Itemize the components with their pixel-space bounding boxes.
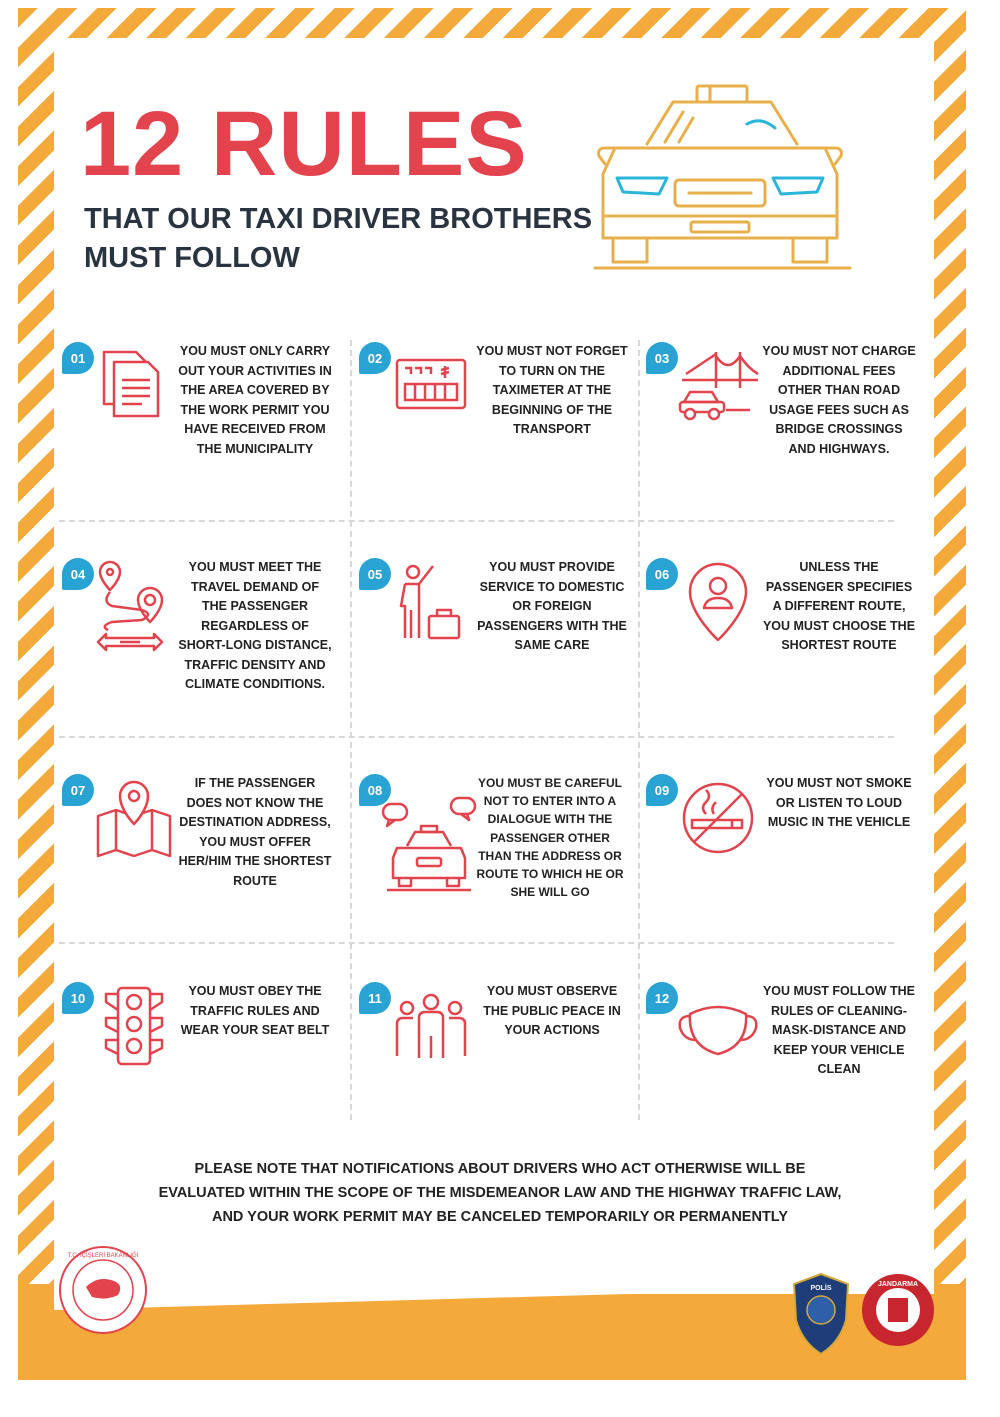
ministry-seal-logo xyxy=(58,1245,148,1335)
rule-number-badge: 11 xyxy=(359,982,391,1014)
jandarma-badge-logo xyxy=(860,1272,936,1348)
rule-number-badge: 06 xyxy=(646,558,678,590)
face-mask-icon xyxy=(676,984,760,1068)
legal-notice: PLEASE NOTE THAT NOTIFICATIONS ABOUT DRIVERS WHO ACT OTHERWISE WILL BE EVALUATED WITHIN THE SCOPE OF THE MISDEMEANOR LAW AND THE HIGHWAY TRAFFIC LAW, AND YOUR WORK PERMIT MAY BE CANCELED TEMPORARILY OR PERMANENTLY xyxy=(158,1161,842,1225)
rule-card xyxy=(351,970,632,1170)
rule-card xyxy=(351,762,632,962)
rule-text: UNLESS THE PASSENGER SPECIFIES A DIFFERENT ROUTE, YOU MUST CHOOSE THE SHORTEST ROUTE xyxy=(762,560,916,652)
subtitle-line-1: THAT OUR TAXI DRIVER BROTHERS xyxy=(84,203,593,235)
rule-text: YOU MUST OBSERVE THE PUBLIC PEACE IN YOUR ACTIONS xyxy=(483,984,621,1037)
rule-card xyxy=(54,546,335,746)
bridge-car-icon xyxy=(676,344,760,428)
rule-number-badge: 05 xyxy=(359,558,391,590)
rule-number-badge: 04 xyxy=(62,558,94,590)
person-pin-icon xyxy=(676,560,760,644)
no-smoking-icon xyxy=(676,776,760,860)
police-badge-text: POLİS xyxy=(810,1285,832,1292)
rule-card xyxy=(54,970,335,1170)
passenger-luggage-icon xyxy=(389,560,473,644)
rule-number-badge: 08 xyxy=(359,774,391,806)
rule-text: YOU MUST NOT SMOKE OR LISTEN TO LOUD MUSIC IN THE VEHICLE xyxy=(766,776,912,829)
rule-card xyxy=(638,546,919,746)
rule-text: YOU MUST BE CAREFUL NOT TO ENTER INTO A DIALOGUE WITH THE PASSENGER OTHER THAN THE ADDRESS OR ROUTE TO WHICH HE OR SHE WILL GO xyxy=(476,776,624,900)
rule-number-badge: 12 xyxy=(646,982,678,1014)
police-badge-logo xyxy=(790,1272,852,1356)
map-pin-icon xyxy=(92,776,176,860)
rule-number-badge: 07 xyxy=(62,774,94,806)
page-title: 12 RULES xyxy=(80,93,528,195)
rule-card xyxy=(638,970,919,1170)
people-group-icon xyxy=(389,984,473,1068)
taximeter-icon xyxy=(389,344,473,428)
rule-text: YOU MUST PROVIDE SERVICE TO DOMESTIC OR FOREIGN PASSENGERS WITH THE SAME CARE xyxy=(477,560,627,652)
subtitle-line-2: MUST FOLLOW xyxy=(84,242,300,274)
rule-number-badge: 01 xyxy=(62,342,94,374)
jandarma-badge-text: JANDARMA xyxy=(877,1281,919,1288)
rules-grid xyxy=(54,330,916,1130)
rule-number-badge: 10 xyxy=(62,982,94,1014)
rule-card xyxy=(351,330,632,530)
rule-text: IF THE PASSENGER DOES NOT KNOW THE DESTINATION ADDRESS, YOU MUST OFFER HER/HIM THE SHORTEST ROUTE xyxy=(178,776,332,888)
traffic-light-icon xyxy=(92,984,176,1068)
documents-icon xyxy=(92,344,176,428)
ministry-seal-text: T.C. İÇİŞLERİ BAKANLIĞI xyxy=(67,1253,139,1259)
rule-text: YOU MUST NOT CHARGE ADDITIONAL FEES OTHER THAN ROAD USAGE FEES SUCH AS BRIDGE CROSSINGS AND HIGHWAYS. xyxy=(762,344,916,456)
rule-number-badge: 03 xyxy=(646,342,678,374)
rule-text: YOU MUST NOT FORGET TO TURN ON THE TAXIMETER AT THE BEGINNING OF THE TRANSPORT xyxy=(476,344,628,436)
rule-number-badge: 09 xyxy=(646,774,678,806)
taxi-dialogue-icon xyxy=(381,796,477,896)
rule-card xyxy=(638,762,919,962)
route-distance-icon xyxy=(92,558,176,654)
rule-number-badge: 02 xyxy=(359,342,391,374)
rule-card xyxy=(54,330,335,530)
rule-card xyxy=(351,546,632,746)
page-subtitle xyxy=(84,200,604,278)
rule-card xyxy=(54,762,335,962)
taxi-front-icon xyxy=(575,78,865,278)
rule-text: YOU MUST FOLLOW THE RULES OF CLEANING-MASK-DISTANCE AND KEEP YOUR VEHICLE CLEAN xyxy=(762,984,916,1076)
rule-text: YOU MUST MEET THE TRAVEL DEMAND OF THE PASSENGER REGARDLESS OF SHORT-LONG DISTANCE, TRAFFIC DENSITY AND CLIMATE CONDITIONS. xyxy=(178,560,332,691)
rule-card xyxy=(638,330,919,530)
rule-text: YOU MUST ONLY CARRY OUT YOUR ACTIVITIES IN THE AREA COVERED BY THE WORK PERMIT YOU HAVE RECEIVED FROM THE MUNICIPALITY xyxy=(178,344,332,456)
rule-text: YOU MUST OBEY THE TRAFFIC RULES AND WEAR YOUR SEAT BELT xyxy=(180,984,330,1037)
